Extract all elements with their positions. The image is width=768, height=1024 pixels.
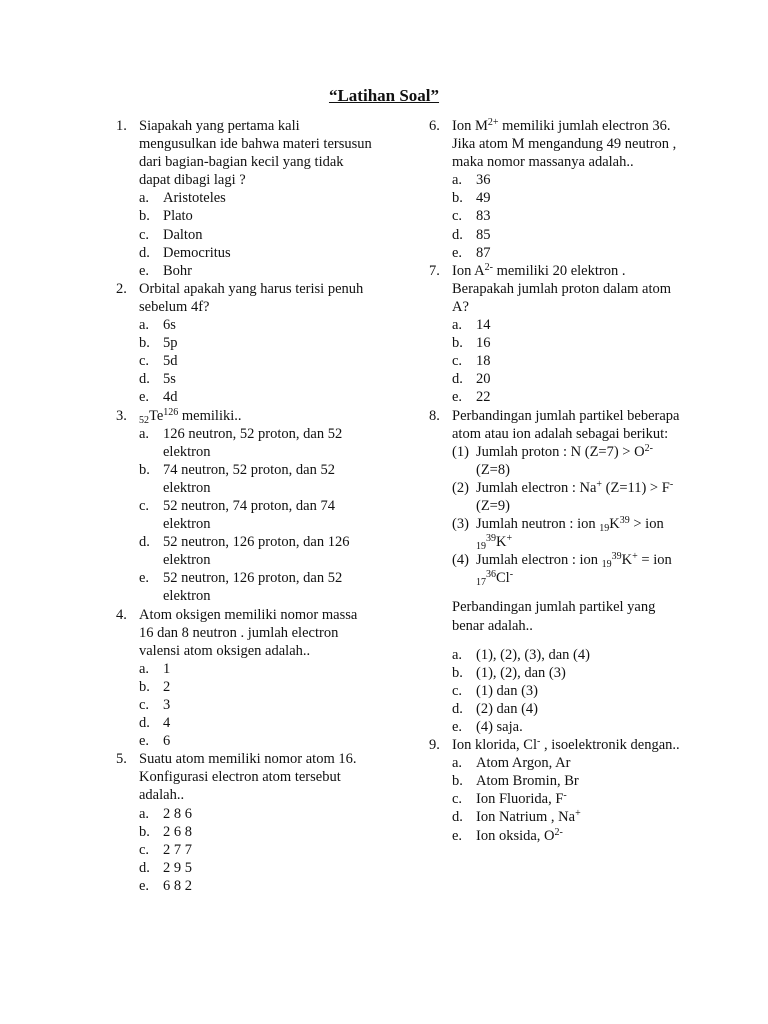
option-label: d. [452, 809, 463, 826]
question-number: 5. [116, 751, 127, 768]
statement-label: (3) [452, 516, 469, 533]
statement-label: (2) [452, 479, 469, 496]
question-number: 8. [429, 407, 440, 424]
stem-text: Ion M [452, 118, 488, 134]
answer-option [139, 859, 374, 877]
answer-option [139, 244, 374, 262]
option-text: 5s [163, 371, 176, 388]
option-text: 3 [163, 697, 171, 713]
question-1 [116, 117, 374, 280]
question-stem: Siapakah yang pertama kali mengusulkan ide bahwa materi tersusun dari bagian-bagian kecil yang tidak dapat dibagi lagi ? [139, 118, 372, 189]
option-label: c. [139, 697, 150, 713]
answer-option [452, 370, 682, 388]
answer-option [452, 226, 682, 244]
option-label: a. [452, 755, 463, 772]
statement-2 [452, 479, 682, 515]
option-label: b. [452, 664, 463, 681]
option-text: 126 neutron, 52 proton, dan 52 elektron [163, 425, 343, 460]
statement-text: > ion [629, 516, 664, 533]
option-text: 16 [476, 335, 491, 352]
answer-option [139, 189, 374, 207]
option-label: c. [139, 841, 150, 858]
answer-option [452, 646, 682, 664]
mass-number: 36 [486, 569, 496, 581]
option-text: 2 [163, 678, 171, 695]
option-text: (2) dan (4) [476, 700, 539, 717]
statement-label: (1) [452, 443, 469, 460]
option-text: (1) dan (3) [476, 682, 539, 699]
answer-options [139, 316, 374, 406]
option-text: 6 [163, 733, 171, 750]
answer-option [452, 334, 682, 352]
option-label: c. [139, 226, 150, 243]
option-label: b. [452, 190, 463, 207]
right-column [429, 117, 682, 845]
option-label: e. [139, 570, 150, 587]
statement-text: Jumlah proton : N (Z=7) > O [476, 443, 645, 460]
ion-charge: 2- [484, 261, 493, 273]
answer-option [452, 189, 682, 207]
answer-option [452, 171, 682, 189]
statement-text: (Z=9) [476, 497, 510, 514]
answer-options [139, 425, 374, 606]
option-label: b. [139, 678, 150, 695]
ion-charge: - [563, 790, 567, 802]
answer-option [452, 244, 682, 262]
option-text: Ion Natrium , Na [476, 809, 576, 826]
option-text: 49 [476, 190, 491, 207]
ion-charge: + [632, 551, 638, 563]
answer-option [139, 207, 374, 225]
answer-option [139, 352, 374, 370]
option-text: 22 [476, 389, 491, 406]
option-label: e. [139, 389, 150, 406]
element-symbol: Cl [496, 570, 510, 587]
question-4 [116, 606, 374, 751]
option-text: Atom Bromin, Br [476, 773, 579, 790]
option-text: 18 [476, 353, 491, 370]
option-text: 2 6 8 [163, 823, 192, 840]
answer-option [139, 696, 374, 714]
atomic-number: 19 [601, 559, 612, 571]
answer-option [139, 226, 374, 244]
option-label: a. [139, 805, 150, 822]
answer-option [139, 533, 374, 569]
ion-charge: 2- [644, 442, 653, 454]
element-symbol: K [621, 552, 633, 569]
option-text: 14 [476, 317, 491, 334]
atomic-number: 19 [476, 541, 486, 553]
option-label: a. [139, 190, 150, 207]
option-text: Atom Argon, Ar [476, 755, 571, 772]
atomic-number: 19 [599, 523, 610, 535]
statement-text: Jumlah electron : Na [476, 479, 597, 496]
answer-options [452, 646, 682, 736]
option-text: 2 9 5 [163, 859, 192, 876]
atomic-number: 52 [139, 414, 149, 426]
answer-options [139, 189, 374, 279]
option-text: (4) saja. [476, 719, 523, 735]
option-label: e. [139, 877, 150, 894]
question-9 [429, 736, 682, 845]
option-label: d. [139, 371, 150, 388]
answer-option [139, 877, 374, 895]
answer-option [452, 718, 682, 736]
option-label: c. [452, 682, 463, 699]
mass-number: 39 [611, 551, 622, 563]
option-label: a. [452, 317, 463, 334]
option-label: d. [452, 371, 463, 388]
answer-option [452, 808, 682, 826]
question-number: 4. [116, 606, 127, 623]
option-label: e. [139, 733, 150, 750]
option-text: (1), (2), dan (3) [476, 664, 566, 681]
option-text: Democritus [163, 244, 231, 261]
option-label: c. [452, 208, 463, 225]
question-number: 7. [429, 262, 440, 279]
statement-text: (Z=8) [476, 461, 510, 478]
option-text: 20 [476, 371, 491, 388]
answer-option [139, 425, 374, 461]
question-number: 3. [116, 407, 127, 424]
option-text: 6s [163, 317, 176, 334]
question-number: 1. [116, 118, 127, 134]
option-text: Plato [163, 208, 193, 225]
answer-option [452, 790, 682, 808]
answer-option [139, 732, 374, 750]
option-text: Bohr [163, 262, 192, 279]
option-label: d. [139, 534, 150, 551]
option-text: 2 8 6 [163, 805, 192, 822]
option-label: a. [139, 425, 150, 442]
answer-option [452, 316, 682, 334]
ion-charge: + [506, 533, 513, 545]
stem-text: Ion klorida, Cl [452, 737, 537, 754]
option-text: 52 neutron, 126 proton, dan 52 elektron [163, 570, 343, 605]
option-label: a. [139, 317, 150, 334]
stem-text: memiliki jumlah electron 36. Jika atom M mengandung 49 neutron , maka nomor massanya adalah.. [452, 118, 677, 171]
option-text: 36 [476, 172, 491, 189]
option-text: Dalton [163, 226, 203, 243]
answer-option [139, 805, 374, 823]
question-stem [139, 407, 374, 425]
question-number: 2. [116, 280, 127, 297]
answer-option [139, 388, 374, 406]
question-number: 9. [429, 737, 440, 754]
ion-charge: + [596, 478, 603, 490]
answer-option [139, 714, 374, 732]
answer-option [139, 370, 374, 388]
question-stem: Suatu atom memiliki nomor atom 16. Konfigurasi electron atom tersebut adalah.. [139, 751, 357, 804]
element-symbol: Te [149, 407, 164, 424]
stem-text: , isoelektronik dengan.. [540, 737, 680, 754]
option-label: a. [452, 172, 463, 189]
spacer [452, 587, 682, 598]
option-text: Ion oksida, O [476, 827, 555, 844]
answer-options [452, 754, 682, 844]
ion-charge: + [575, 808, 581, 820]
atomic-number: 17 [476, 577, 486, 589]
answer-option [452, 754, 682, 772]
mass-number: 39 [619, 515, 630, 527]
ion-charge: 2- [554, 826, 563, 838]
answer-option [139, 823, 374, 841]
option-text: (1), (2), (3), dan (4) [476, 646, 590, 663]
page-title: “Latihan Soal” [328, 86, 440, 105]
question-stem [452, 736, 682, 754]
option-label: b. [139, 208, 150, 225]
answer-option [139, 569, 374, 605]
answer-option [139, 841, 374, 859]
option-text: 74 neutron, 52 proton, dan 52 elektron [163, 461, 335, 496]
answer-option [139, 334, 374, 352]
statement-1 [452, 443, 682, 479]
answer-options [452, 316, 682, 406]
option-label: a. [452, 646, 463, 663]
option-text: 1 [163, 660, 171, 677]
answer-option [452, 772, 682, 790]
option-label: b. [139, 461, 150, 478]
ion-charge: - [509, 569, 514, 581]
ion-charge: 2+ [487, 117, 499, 128]
option-text: 52 neutron, 74 proton, dan 74 elektron [163, 497, 335, 533]
option-text: Aristoteles [163, 190, 226, 207]
option-label: d. [139, 244, 150, 261]
ion-charge: - [536, 736, 541, 748]
answer-option [139, 660, 374, 678]
option-text: 83 [476, 208, 491, 225]
question-2 [116, 280, 374, 407]
answer-option [139, 461, 374, 497]
element-symbol: K [609, 516, 620, 533]
answer-option [452, 827, 682, 845]
answer-options [139, 805, 374, 895]
answer-options [139, 660, 374, 750]
option-label: b. [139, 335, 150, 352]
option-label: d. [139, 715, 150, 732]
statement-3 [452, 515, 682, 551]
answer-option [452, 700, 682, 718]
mass-number: 39 [486, 533, 496, 545]
answer-option [452, 682, 682, 700]
question-5 [116, 750, 374, 895]
option-label: e. [452, 827, 463, 844]
option-label: e. [452, 244, 463, 261]
stem-text: Ion A [452, 262, 485, 279]
option-label: c. [139, 497, 150, 514]
option-text: 4 [163, 715, 171, 732]
option-text: 5p [163, 335, 178, 352]
stem-text: memiliki 20 elektron . Berapakah jumlah proton dalam atom A? [452, 262, 672, 315]
statement-text: (Z=11) > F [602, 479, 670, 496]
option-label: c. [452, 353, 463, 370]
option-text: 2 7 7 [163, 841, 192, 858]
answer-option [139, 316, 374, 334]
answer-option [452, 207, 682, 225]
option-label: e. [139, 262, 150, 279]
option-label: b. [452, 773, 463, 790]
question-stem: Orbital apakah yang harus terisi penuh sebelum 4f? [139, 280, 364, 315]
question-6 [429, 117, 682, 262]
question-stem: Perbandingan jumlah partikel beberapa atom atau ion adalah sebagai berikut: [452, 407, 680, 442]
answer-option [139, 678, 374, 696]
left-column [116, 117, 374, 895]
option-text: 4d [163, 389, 178, 406]
option-label: c. [139, 353, 150, 370]
option-text: 5d [163, 353, 178, 370]
question-follow-up: Perbandingan jumlah partikel yang benar adalah.. [452, 599, 656, 634]
spacer [452, 635, 682, 646]
option-label: a. [139, 660, 150, 677]
option-label: c. [452, 791, 463, 808]
option-text: 87 [476, 244, 491, 261]
option-text: 52 neutron, 126 proton, dan 126 elektron [163, 534, 350, 569]
statement-text: Jumlah neutron : ion [476, 516, 600, 533]
question-stem [452, 262, 682, 316]
option-label: e. [452, 719, 463, 735]
option-label: d. [139, 859, 150, 876]
option-text: 85 [476, 226, 491, 243]
question-stem: Atom oksigen memiliki nomor massa 16 dan 8 neutron . jumlah electron valensi atom oksigen adalah.. [139, 606, 358, 659]
question-8 [429, 407, 682, 737]
answer-option [452, 388, 682, 406]
statement-4 [452, 551, 682, 587]
mass-number: 126 [163, 406, 179, 418]
answer-option [139, 497, 374, 533]
answer-options [452, 171, 682, 261]
option-text: 6 8 2 [163, 877, 192, 894]
option-label: b. [452, 335, 463, 352]
statement-text: = ion [637, 552, 672, 569]
statement-label: (4) [452, 552, 469, 569]
element-symbol: K [496, 534, 507, 551]
question-stem [452, 117, 682, 171]
option-text: Ion Fluorida, F [476, 791, 564, 808]
option-label: d. [452, 226, 463, 243]
answer-option [452, 352, 682, 370]
stem-text: memiliki.. [178, 407, 242, 424]
answer-option [139, 262, 374, 280]
statement-text: Jumlah electron : ion [476, 552, 602, 569]
question-3 [116, 407, 374, 606]
question-7 [429, 262, 682, 407]
option-label: b. [139, 823, 150, 840]
answer-option [452, 664, 682, 682]
option-label: d. [452, 700, 463, 717]
option-label: e. [452, 389, 463, 406]
question-number: 6. [429, 118, 440, 134]
ion-charge: - [669, 478, 674, 490]
